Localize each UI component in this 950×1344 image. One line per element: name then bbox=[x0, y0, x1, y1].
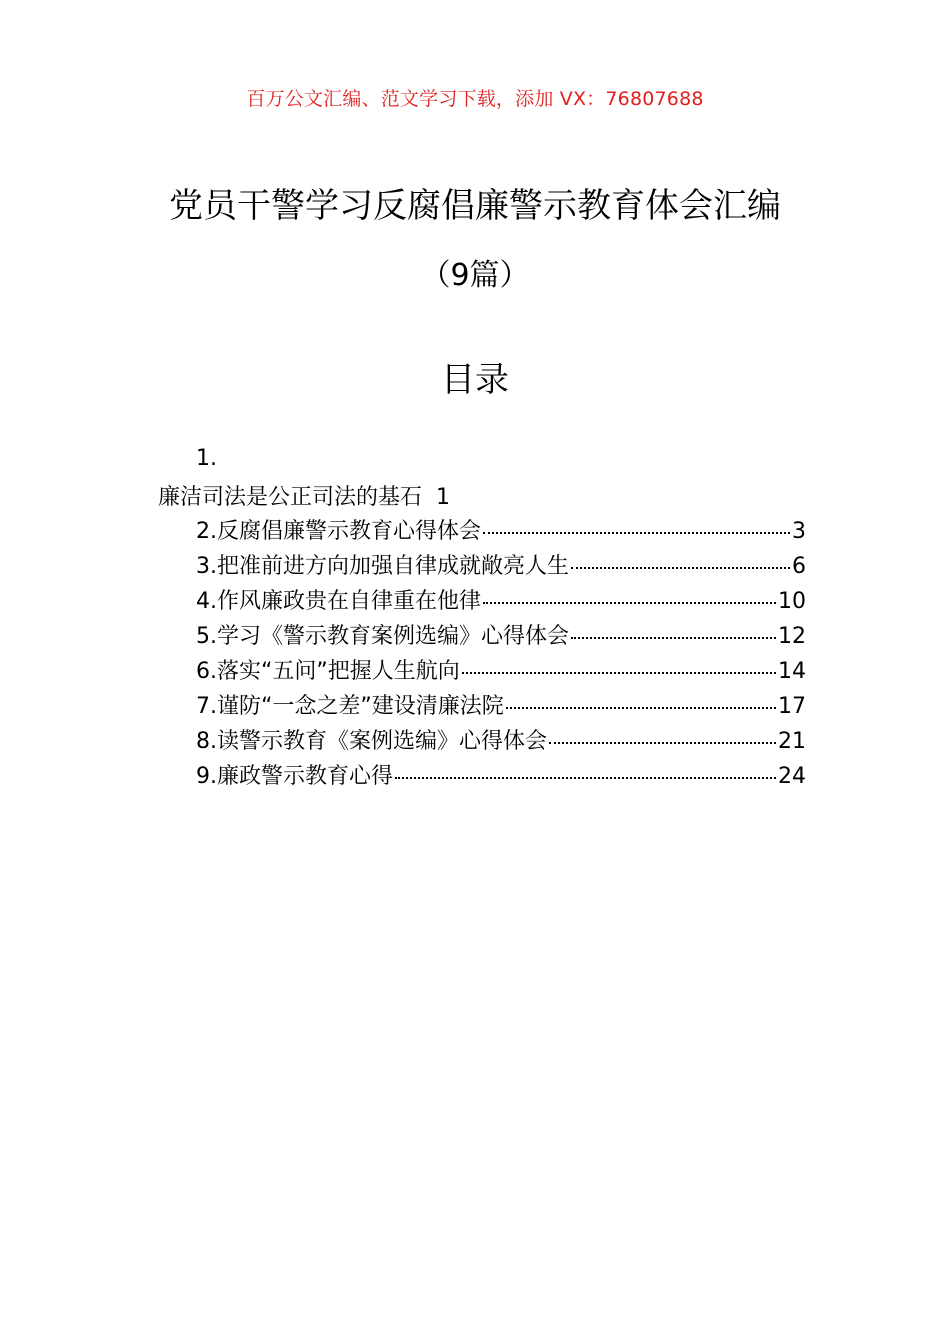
toc-entry-label: 9.廉政警示教育心得 bbox=[196, 764, 393, 789]
toc-entry-page: 12 bbox=[778, 624, 806, 649]
toc-first-number: 1. bbox=[196, 446, 217, 471]
toc-entry-4[interactable] bbox=[196, 584, 806, 619]
toc-entry-page: 24 bbox=[778, 764, 806, 789]
toc-entry-label: 7.谨防“一念之差”建设清廉法院 bbox=[196, 694, 504, 719]
toc-dot-leader bbox=[483, 532, 790, 534]
toc-entry-7[interactable] bbox=[196, 689, 806, 724]
toc-entry-label: 3.把准前进方向加强自律成就敞亮人生 bbox=[196, 554, 569, 579]
toc-dot-leader bbox=[571, 637, 776, 639]
toc-entry-3[interactable] bbox=[196, 549, 806, 584]
toc-entry-page: 3 bbox=[792, 519, 806, 544]
document-count: （9篇） bbox=[420, 258, 530, 293]
toc-dot-leader bbox=[571, 567, 790, 569]
toc-dot-leader bbox=[395, 777, 776, 779]
toc-dot-leader bbox=[549, 742, 776, 744]
toc-dot-leader bbox=[506, 707, 776, 709]
toc-entry-5[interactable] bbox=[196, 619, 806, 654]
toc-entry-6[interactable] bbox=[196, 654, 806, 689]
toc-entry-label: 4.作风廉政贵在自律重在他律 bbox=[196, 589, 481, 614]
toc-entry-label: 廉洁司法是公正司法的基石 bbox=[158, 485, 423, 510]
toc-entry-label: 5.学习《警示教育案例选编》心得体会 bbox=[196, 624, 569, 649]
toc-entry-9[interactable] bbox=[196, 759, 806, 794]
toc-entry-page: 6 bbox=[792, 554, 806, 579]
toc-entry-page: 14 bbox=[778, 659, 806, 684]
toc-entry-2[interactable] bbox=[196, 514, 806, 549]
toc-dot-leader bbox=[483, 602, 776, 604]
toc-heading: 目录 bbox=[441, 360, 509, 400]
toc-entry-label: 6.落实“五问”把握人生航向 bbox=[196, 659, 460, 684]
toc-entry-label: 2.反腐倡廉警示教育心得体会 bbox=[196, 519, 481, 544]
toc-entry-page: 10 bbox=[778, 589, 806, 614]
toc-entry-page: 1 bbox=[436, 485, 451, 510]
toc-entry-page: 21 bbox=[778, 729, 806, 754]
toc-entry-1[interactable] bbox=[158, 480, 450, 511]
toc-list bbox=[196, 514, 806, 794]
header-note: 百万公文汇编、范文学习下载，添加 VX：76807688 bbox=[246, 88, 704, 110]
toc-dot-leader bbox=[462, 672, 776, 674]
document-title: 党员干警学习反腐倡廉警示教育体会汇编 bbox=[169, 186, 781, 226]
toc-entry-8[interactable] bbox=[196, 724, 806, 759]
toc-entry-page: 17 bbox=[778, 694, 806, 719]
toc-entry-label: 8.读警示教育《案例选编》心得体会 bbox=[196, 729, 547, 754]
